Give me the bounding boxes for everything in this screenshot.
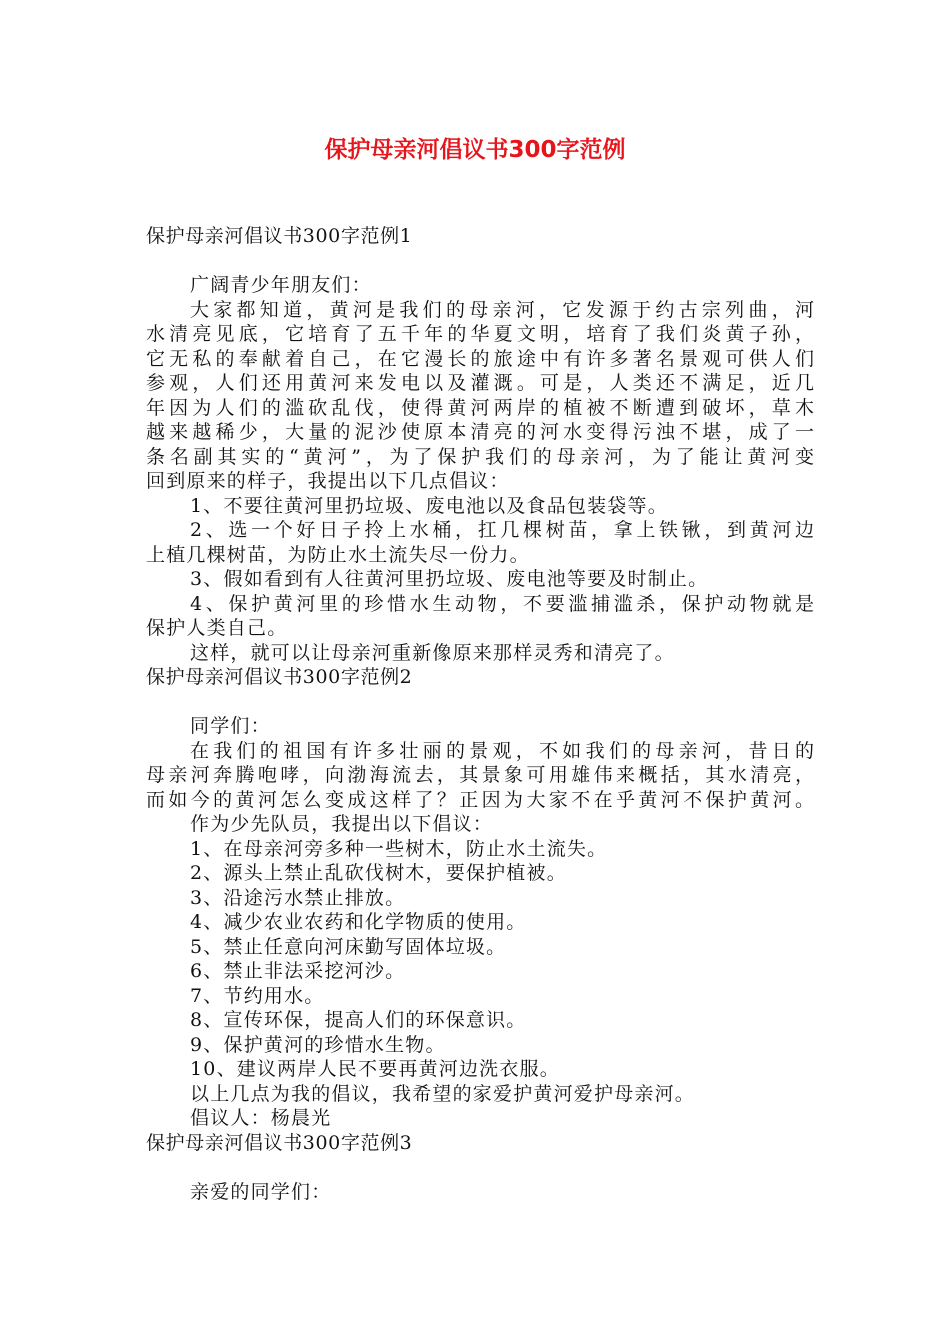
paragraph-line: 大家都知道，黄河是我们的母亲河，它发源于约古宗列曲，河 — [190, 298, 814, 321]
signature-line: 倡议人：杨晨光 — [190, 1107, 332, 1129]
paragraph-line: 以上几点为我的倡议，我希望的家爱护黄河爱护母亲河。 — [190, 1082, 696, 1105]
list-item: 9、保护黄河的珍惜水生物。 — [190, 1033, 446, 1056]
paragraph-line: 年因为人们的滥砍乱伐，使得黄河两岸的植被不断遭到破坏，草木 — [146, 396, 814, 419]
document-body — [146, 224, 814, 1204]
paragraph-line: 条名副其实的“黄河”，为了保护我们的母亲河，为了能让黄河变 — [146, 445, 814, 468]
list-item: 3、假如看到有人往黄河里扔垃圾、废电池等要及时制止。 — [190, 568, 709, 590]
paragraph-line: 上植几棵树苗，为防止水土流失尽一份力。 — [146, 543, 530, 566]
list-item: 8、宣传环保，提高人们的环保意识。 — [190, 1009, 527, 1031]
paragraph-line: 参观，人们还用黄河来发电以及灌溉。可是，人类还不满足，近几 — [146, 372, 814, 394]
paragraph-line: 越来越稀少，大量的泥沙使原本清亮的河水变得污浊不堪，成了一 — [146, 421, 814, 443]
spacer — [146, 249, 814, 274]
list-item: 5、禁止任意向河床勤写固体垃圾。 — [190, 935, 507, 958]
list-item: 1、不要往黄河里扔垃圾、废电池以及食品包装袋等。 — [190, 494, 668, 517]
paragraph-line: 作为少先队员，我提出以下倡议： — [190, 813, 494, 835]
list-item: 2、源头上禁止乱砍伐树木，要保护植被。 — [190, 862, 567, 884]
list-item: 7、节约用水。 — [190, 984, 325, 1007]
section-heading: 保护母亲河倡议书300字范例2 — [146, 666, 413, 688]
paragraph-line: 在我们的祖国有许多壮丽的景观，不如我们的母亲河，昔日的 — [190, 739, 814, 762]
section-heading: 保护母亲河倡议书300字范例3 — [146, 1131, 413, 1154]
paragraph-line: 水清亮见底，它培育了五千年的华夏文明，培育了我们炎黄子孙， — [146, 323, 814, 345]
document-title: 保护母亲河倡议书300字范例 — [324, 137, 626, 163]
salutation: 同学们： — [190, 715, 271, 737]
paragraph-line: 母亲河奔腾咆哮，向渤海流去，其景象可用雄伟来概括，其水清亮， — [146, 764, 814, 786]
list-item: 3、沿途污水禁止排放。 — [190, 886, 406, 909]
list-item: 1、在母亲河旁多种一些树木，防止水土流失。 — [190, 837, 608, 860]
section-heading: 保护母亲河倡议书300字范例1 — [146, 225, 413, 247]
list-item: 10、建议两岸人民不要再黄河边洗衣服。 — [190, 1058, 560, 1080]
list-item: 2、选一个好日子拎上水桶，扛几棵树苗，拿上铁锹，到黄河边 — [190, 519, 814, 541]
salutation: 亲爱的同学们： — [190, 1180, 332, 1203]
spacer — [146, 1155, 814, 1180]
list-item: 4、保护黄河里的珍惜水生动物，不要滥捕滥杀，保护动物就是 — [190, 592, 814, 615]
salutation: 广阔青少年朋友们： — [190, 274, 372, 296]
paragraph-line: 它无私的奉献着自己，在它漫长的旅途中有许多著名景观可供人们 — [146, 347, 814, 370]
paragraph-line: 回到原来的样子，我提出以下几点倡议： — [146, 470, 510, 492]
paragraph-line: 而如今的黄河怎么变成这样了？正因为大家不在乎黄河不保护黄河。 — [146, 788, 814, 811]
spacer — [146, 690, 814, 715]
paragraph-line: 保护人类自己。 — [146, 617, 288, 639]
list-item: 4、减少农业农药和化学物质的使用。 — [190, 911, 527, 933]
paragraph-line: 这样，就可以让母亲河重新像原来那样灵秀和清亮了。 — [190, 641, 675, 664]
list-item: 6、禁止非法采挖河沙。 — [190, 960, 406, 982]
